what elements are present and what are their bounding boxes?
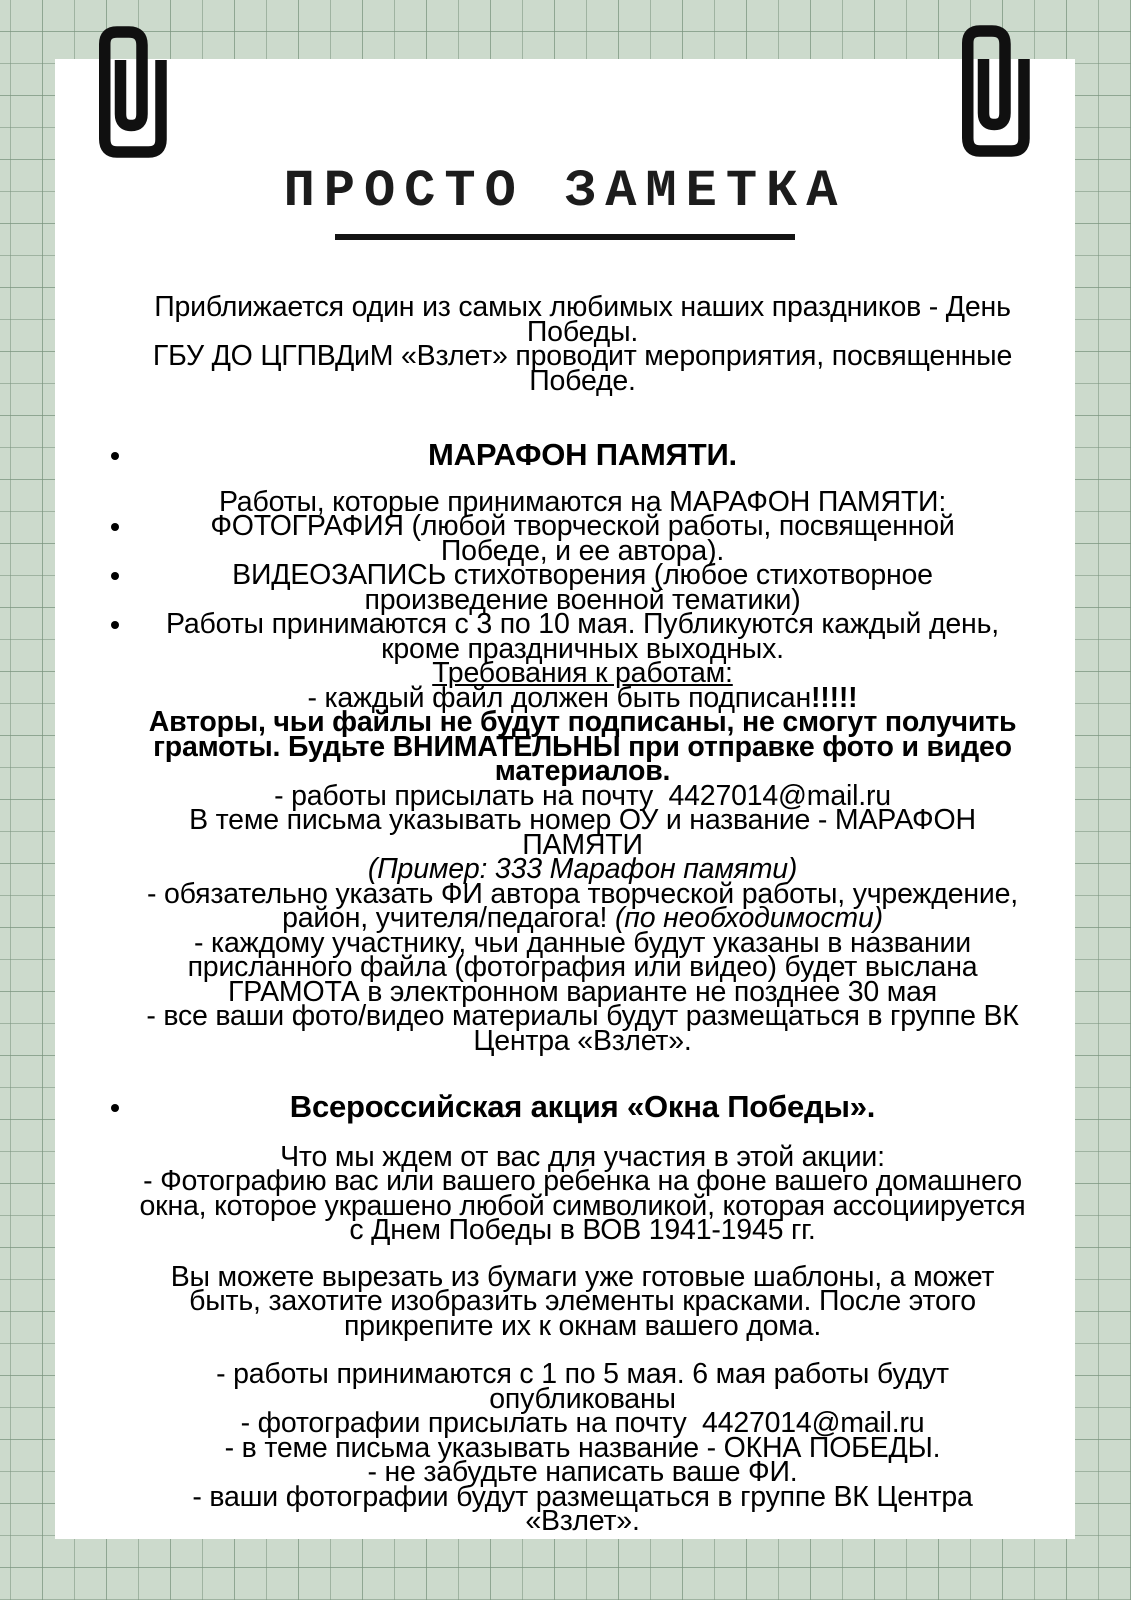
text-line: присланного файла (фотография или видео) будет выслана [187, 951, 978, 983]
text-line: Вы можете вырезать из бумаги уже готовые шаблоны, а может [170, 1260, 995, 1293]
text-line: Авторы, чьи файлы не будут подписаны, не смогут получить [148, 706, 1017, 738]
title-underline [335, 234, 795, 240]
okna-heading [120, 1089, 1045, 1124]
paperclip-icon [962, 25, 1030, 157]
text-line: Центра «Взлет». [473, 1024, 692, 1057]
text-line: ВИДЕОЗАПИСЬ стихотворения (любое стихотворное [120, 563, 1045, 588]
text-line: Победы. [526, 315, 639, 348]
text-line: Что мы ждем от вас для участия в этой акции: [280, 1140, 885, 1173]
text-line: прикрепите их к окнам вашего дома. [343, 1309, 822, 1342]
bullet-marker [111, 452, 119, 460]
text-line: - каждый файл должен быть подписан!!!!! [307, 681, 858, 714]
intro-paragraph [120, 291, 1045, 397]
okna-rules [120, 1358, 1045, 1537]
text-line: произведение военной тематики) [364, 583, 801, 616]
text-line: грамоты. Будьте ВНИМАТЕЛЬНЫ при отправке фото и видео [153, 730, 1012, 763]
text-line: - фотографии присылать на почту 4427014@mail.ru [240, 1407, 925, 1439]
marathon-details [120, 485, 1045, 1057]
text-line: опубликованы [489, 1382, 676, 1415]
text-line: кроме праздничных выходных. [381, 632, 784, 665]
text-line: - Фотографию вас или вашего ребенка на фоне вашего домашнего [143, 1165, 1022, 1197]
text-line: - не забудьте написать ваше ФИ. [367, 1456, 798, 1488]
text-line: район, учителя/педагога! (по необходимости) [282, 902, 883, 934]
text-line: с Днем Победы в ВОВ 1941-1945 гг. [349, 1214, 816, 1246]
paperclip-icon [99, 26, 167, 158]
text-line: - каждому участнику, чьи данные будут указаны в названии [194, 926, 971, 959]
bullet-marker [111, 1104, 119, 1112]
text-line: ГБУ ДО ЦГПВДиМ «Взлет» проводит мероприятия, посвященные [152, 340, 1013, 372]
text-line: - все ваши фото/видео материалы будут размещаться в группе ВК [146, 1000, 1019, 1032]
text-line: Требования к работам: [432, 657, 733, 689]
text-line: - работы принимаются с 1 по 5 мая. 6 мая работы будут [216, 1358, 949, 1390]
bullet-marker [111, 572, 119, 580]
text-line: Приближается один из самых любимых наших праздников - День [154, 291, 1011, 323]
text-line: ПАМЯТИ [522, 828, 643, 861]
text-line: окна, которое украшено любой символикой, которая ассоциируется [139, 1189, 1026, 1222]
page-title: ПРОСТО ЗАМЕТКА [283, 162, 847, 221]
text-line: - в теме письма указывать название - ОКНА ПОБЕДЫ. [224, 1431, 941, 1464]
bullet-marker [111, 523, 119, 531]
note-paper [55, 59, 1075, 1539]
text-line: материалов. [494, 755, 671, 787]
marathon-heading [120, 437, 1045, 472]
text-line: ГРАМОТА в электронном варианте не позднее 30 мая [227, 975, 937, 1008]
text-line: Победе, и ее автора). [440, 534, 725, 567]
okna-intro [120, 1140, 1045, 1246]
text-line: В теме письма указывать номер ОУ и название - МАРАФОН [189, 804, 976, 836]
bullet-marker [111, 621, 119, 629]
okna-templates [120, 1260, 1045, 1342]
text-line: - обязательно указать ФИ автора творческой работы, учреждение, [147, 877, 1018, 910]
text-line: - ваши фотографии будут размещаться в группе ВК Центра [192, 1480, 973, 1513]
title-block [55, 163, 1075, 240]
note-content [120, 291, 1045, 1537]
text-line: быть, захотите изобразить элементы красками. После этого [189, 1285, 976, 1317]
text-line: МАРАФОН ПАМЯТИ. [120, 443, 1045, 468]
text-line: «Взлет». [525, 1505, 640, 1537]
text-line: Работы принимаются с 3 по 10 мая. Публикуются каждый день, [120, 612, 1045, 637]
text-line: ФОТОГРАФИЯ (любой творческой работы, посвященной [120, 514, 1045, 539]
text-line: - работы присылать на почту 4427014@mail.ru [274, 779, 891, 812]
text-line: (Пример: 333 Марафон памяти) [367, 853, 798, 885]
text-line: Работы, которые принимаются на МАРАФОН ПАМЯТИ: [218, 485, 947, 518]
text-line: Всероссийская акция «Окна Победы». [120, 1095, 1045, 1120]
text-line: Победе. [529, 364, 636, 397]
